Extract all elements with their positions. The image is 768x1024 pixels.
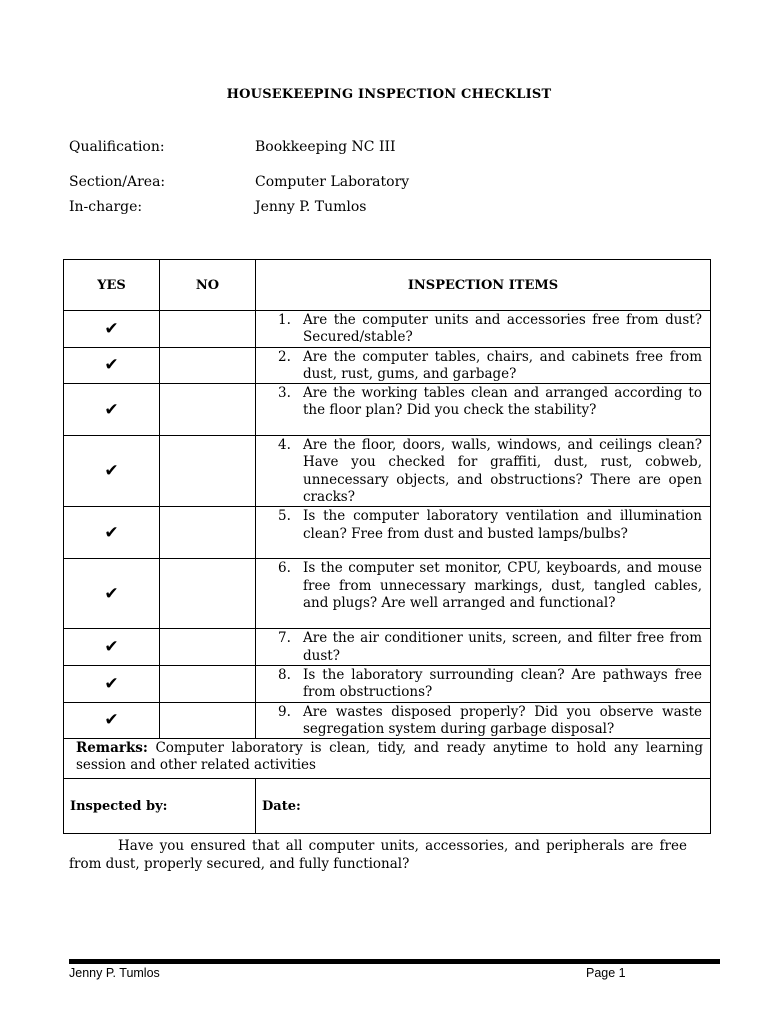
inspection-item: [256, 348, 710, 384]
item-number: 8.: [278, 666, 291, 683]
yes-cell: [64, 347, 160, 384]
footer-page-number: Page 1: [586, 966, 626, 980]
header-yes: YES: [64, 260, 160, 311]
remarks-label: Remarks:: [76, 740, 148, 757]
item-cell: [256, 559, 711, 629]
item-text: Is the laboratory surrounding clean? Are pathways free from obstructions?: [303, 666, 702, 701]
check-mark-icon: ✔: [104, 583, 119, 604]
check-mark-icon: ✔: [104, 355, 119, 376]
inspection-item: [256, 559, 710, 612]
no-cell: [160, 559, 256, 629]
yes-cell: [64, 311, 160, 348]
qualification-label: Qualification:: [69, 139, 165, 155]
item-cell: [256, 665, 711, 702]
table-row: [64, 507, 711, 559]
item-number: 6.: [278, 560, 291, 577]
yes-cell: [64, 507, 160, 559]
item-text: Are the air conditioner units, screen, and filter free from dust?: [303, 630, 702, 664]
item-text: Is the computer set monitor, CPU, keyboards, and mouse free from unnecessary markings, dust, tangled cables, and plugs? Are well arranged and functional?: [303, 560, 702, 611]
check-mark-icon: ✔: [104, 318, 119, 339]
table-row: [64, 559, 711, 629]
item-number: 3.: [278, 385, 291, 402]
check-mark-icon: ✔: [104, 637, 119, 658]
yes-cell: [64, 436, 160, 507]
no-cell: [160, 436, 256, 507]
inspection-item: [256, 384, 710, 420]
date-cell: [256, 779, 711, 834]
incharge-value: Jenny P. Tumlos: [255, 199, 367, 215]
yes-cell: [64, 665, 160, 702]
date-label: Date:: [262, 798, 301, 814]
item-number: 2.: [278, 348, 291, 365]
inspection-item: [256, 703, 710, 739]
table-row: [64, 629, 711, 666]
check-mark-icon: ✔: [104, 461, 119, 482]
item-cell: [256, 311, 711, 348]
yes-cell: [64, 629, 160, 666]
item-cell: [256, 629, 711, 666]
no-cell: [160, 347, 256, 384]
item-text: Are the computer tables, chairs, and cabinets free from dust, rust, gums, and garbage?: [303, 348, 702, 382]
yes-cell: [64, 702, 160, 739]
document-title: HOUSEKEEPING INSPECTION CHECKLIST: [226, 87, 552, 102]
signature-row: [64, 779, 711, 834]
table-row: [64, 665, 711, 702]
inspection-table: [63, 259, 711, 834]
item-number: 4.: [278, 437, 291, 454]
inspection-item: [256, 666, 710, 702]
item-text: Are the computer units and accessories free from dust? Secured/stable?: [303, 312, 702, 346]
remarks-text: Computer laboratory is clean, tidy, and ready anytime to hold any learning session and other related activities: [76, 740, 703, 774]
footer-author: Jenny P. Tumlos: [69, 966, 160, 980]
item-number: 5.: [278, 508, 291, 525]
header-no: NO: [160, 260, 256, 311]
remarks: [64, 739, 710, 778]
incharge-label: In-charge:: [69, 199, 143, 215]
check-mark-icon: ✔: [104, 399, 119, 420]
item-cell: [256, 384, 711, 436]
inspection-item: [256, 436, 710, 506]
table-row: [64, 347, 711, 384]
inspection-item: [256, 311, 710, 347]
item-number: 1.: [278, 312, 291, 328]
no-cell: [160, 311, 256, 348]
inspection-item: [256, 629, 710, 665]
item-text: Are the working tables clean and arranged according to the floor plan? Did you check the stability?: [303, 385, 702, 419]
table-row: [64, 436, 711, 507]
closing-paragraph: Have you ensured that all computer units, accessories, and peripherals are free from dust, properly secured, and fully functional?: [69, 838, 687, 872]
item-text: Is the computer laboratory ventilation and illumination clean? Free from dust and busted lamps/bulbs?: [303, 508, 702, 542]
item-number: 9.: [278, 703, 291, 720]
no-cell: [160, 702, 256, 739]
no-cell: [160, 507, 256, 559]
table-header-row: [64, 260, 711, 311]
no-cell: [160, 629, 256, 666]
item-text: Are wastes disposed properly? Did you observe waste segregation system during garbage disposal?: [303, 703, 702, 737]
table-row: [64, 702, 711, 739]
check-mark-icon: ✔: [104, 673, 119, 694]
yes-cell: [64, 384, 160, 436]
section-value: Computer Laboratory: [255, 174, 410, 190]
inspection-item: [256, 507, 710, 543]
item-cell: [256, 436, 711, 507]
remarks-row: [64, 739, 711, 779]
inspected-by-label: Inspected by:: [70, 798, 168, 814]
table-row: [64, 311, 711, 348]
check-mark-icon: ✔: [104, 710, 119, 731]
no-cell: [160, 665, 256, 702]
inspected-by-cell: [64, 779, 256, 834]
yes-cell: [64, 559, 160, 629]
header-inspection-items: INSPECTION ITEMS: [256, 260, 711, 311]
item-cell: [256, 507, 711, 559]
item-text: Are the floor, doors, walls, windows, and ceilings clean? Have you checked for graffiti, dust, rust, cobweb, unnecessary objects, and obstructions? There are open cracks?: [303, 437, 702, 506]
item-number: 7.: [278, 630, 291, 647]
no-cell: [160, 384, 256, 436]
qualification-value: Bookkeeping NC III: [255, 139, 396, 155]
footer-divider: [69, 959, 720, 964]
item-cell: [256, 702, 711, 739]
table-row: [64, 384, 711, 436]
check-mark-icon: ✔: [104, 522, 119, 543]
section-label: Section/Area:: [69, 174, 166, 190]
item-cell: [256, 347, 711, 384]
